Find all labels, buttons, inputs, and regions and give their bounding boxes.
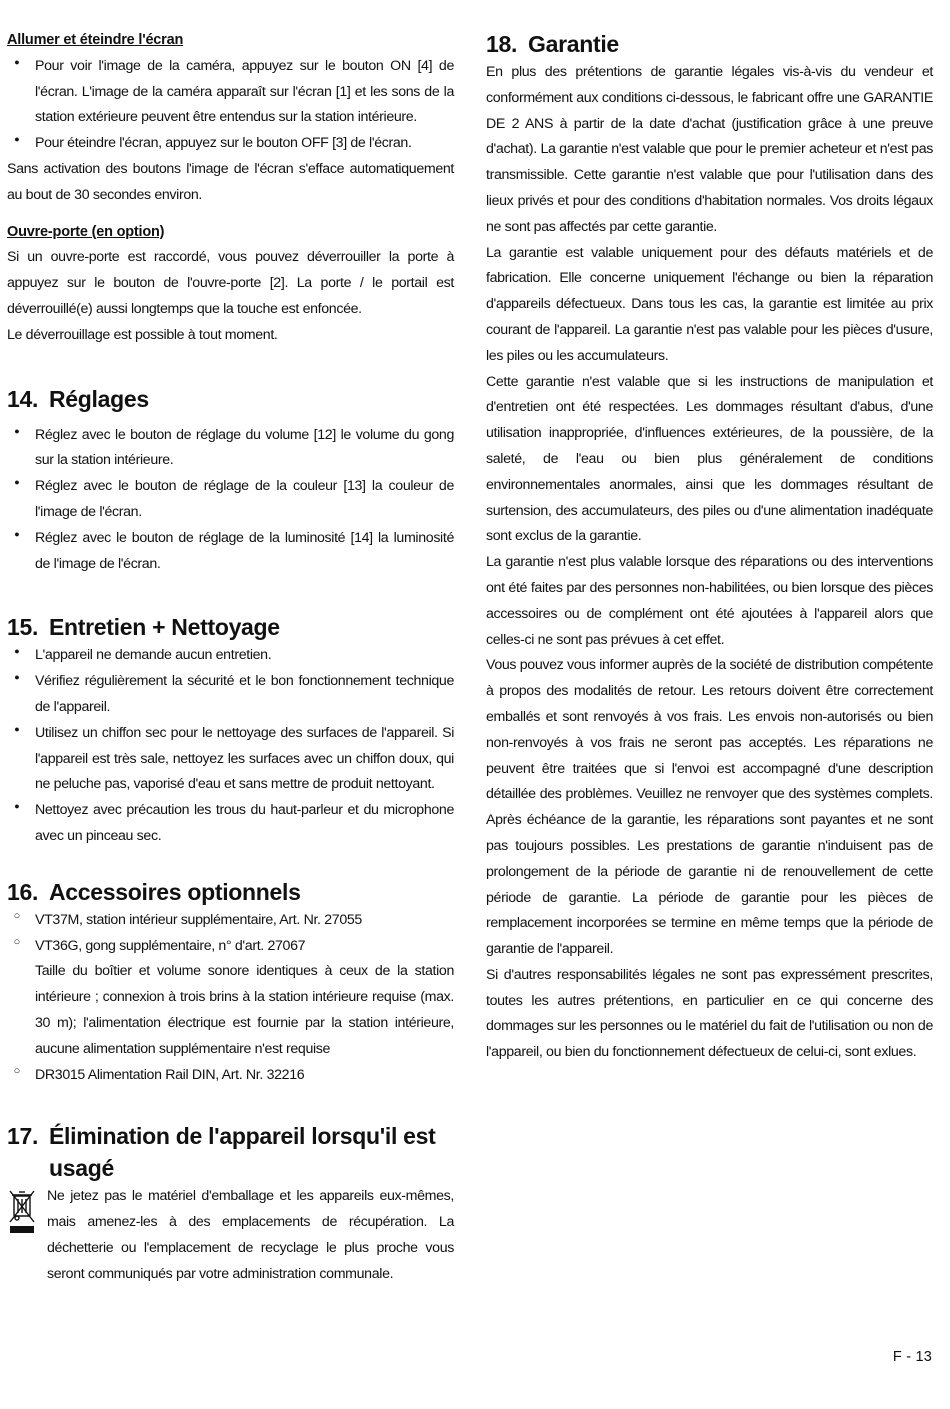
disposal-block <box>7 1184 454 1287</box>
section-number: 15. <box>7 614 39 641</box>
circle-bullet-icon <box>7 908 27 922</box>
list-item-text: DR3015 Alimentation Rail DIN, Art. Nr. 32216 <box>35 1066 305 1083</box>
section-title: Accessoires optionnels <box>49 878 301 905</box>
list-item <box>7 798 454 850</box>
circle-bullet-icon <box>7 1063 27 1077</box>
list-item-text: Nettoyez avec précaution les trous du haut-parleur et du microphone avec un pinceau sec. <box>35 802 454 844</box>
settings-bullet-list <box>7 423 454 578</box>
left-column <box>7 28 454 1287</box>
list-item-text: Pour éteindre l'écran, appuyez sur le bouton OFF [3] de l'écran. <box>35 135 412 152</box>
list-item-text: Réglez avec le bouton de réglage du volume [12] le volume du gong sur la station intérieure. <box>35 426 454 469</box>
section-number: 14. <box>7 385 39 412</box>
heading-section-14 <box>7 383 454 415</box>
list-item-text: L'appareil ne demande aucun entretien. <box>35 647 272 664</box>
door-opener-text: Si un ouvre-porte est raccordé, vous pouvez déverrouiller la porte à appuyez sur le bouton de l'ouvre-porte [2]. La porte / le portail est déverrouillé(e) aussi longtemps que la touche est enfoncée. <box>7 249 454 317</box>
section-title: Garantie <box>528 31 619 57</box>
heading-section-17 <box>7 1120 454 1184</box>
list-item <box>7 131 454 157</box>
bullet-icon <box>7 643 27 657</box>
section-title: Élimination de l'appareil lorsqu'il est usagé <box>49 1123 436 1182</box>
door-opener-note: Le déverrouillage est possible à tout moment. <box>7 326 278 343</box>
heading-section-15 <box>7 611 454 643</box>
warranty-paragraph: La garantie est valable uniquement pour des défauts matériels et de fabrication. Elle concerne uniquement l'échange ou bien la réparation d'appareils défectueux. Dans tous les cas, la garantie est limitée au prix courant de l'appareil. La garantie n'est pas valable pour les pièces d'usure, les piles ou les accumulateurs. <box>486 244 933 364</box>
subheading-door-opener: Ouvre-porte (en option) <box>7 223 165 240</box>
section-screen-onoff <box>7 28 454 209</box>
section-number: 18. <box>486 31 518 57</box>
warranty-paragraph: Vous pouvez vous informer auprès de la société de distribution compétente à propos des modalités de retour. Les retours doivent être correctement emballés et sont renvoyés à vos frais. Les envois non-autorisés ou bien non-renvoyés à vos frais ne seront pas acceptés. Les réparations ne peuvent être traitées que si l'envoi est accompagné d'une description détaillée des problèmes. Veuillez ne renvoyer que des systèmes complets. Après échéance de la garantie, les réparations sont payantes et ne sont pas toujours possibles. Les prestations de garantie n'induisent pas de prolongement de la période de garantie ni de renouvellement de cette période de garantie. La période de garantie pour les pièces de remplacement incorporées se termine en même temps que la période de garantie de l'appareil. <box>486 657 933 958</box>
section-14-settings <box>7 383 454 578</box>
bullet-icon <box>7 526 27 540</box>
section-18-warranty <box>486 28 933 1066</box>
list-item-text: Réglez avec le bouton de réglage de la couleur [13] la couleur de l'image de l'écran. <box>35 478 454 520</box>
disposal-text: Ne jetez pas le matériel d'emballage et les appareils eux-mêmes, mais amenez-les à des emplacements de récupération. La déchetterie ou l'emplacement de recyclage le plus proche vous seront communiqués par votre administration communale. <box>47 1188 454 1282</box>
section-16-accessories <box>7 876 454 1089</box>
accessories-list <box>7 908 454 1089</box>
warranty-paragraph: Si d'autres responsabilités légales ne sont pas expressément prescrites, toutes les autres prétentions, en particulier en ce qui concerne des dommages sur les personnes ou le matériel du fait de l'utilisation ou non de l'appareil, ou bien du fonctionnement défectueux de celui-ci, sont exlues. <box>486 966 933 1061</box>
subheading-screen-onoff: Allumer et éteindre l'écran <box>7 32 184 48</box>
list-item <box>7 908 454 934</box>
bullet-icon <box>7 131 27 145</box>
list-item <box>7 669 454 721</box>
bullet-icon <box>7 669 27 683</box>
list-item-text: Pour voir l'image de la caméra, appuyez sur le bouton ON [4] de l'écran. L'image de la caméra apparaît sur l'écran [1] et les sons de la station extérieure peuvent être entendus sur la station intérieure. <box>35 57 454 126</box>
bullet-icon <box>7 798 27 812</box>
section-17-disposal <box>7 1120 454 1287</box>
section-title: Entretien + Nettoyage <box>49 614 280 641</box>
list-item-text: Vérifiez régulièrement la sécurité et le bon fonctionnement technique de l'appareil. <box>35 673 454 715</box>
list-item <box>7 474 454 526</box>
section-door-opener <box>7 220 454 349</box>
list-item-text: VT37M, station intérieur supplémentaire, Art. Nr. 27055 <box>35 911 362 928</box>
circle-bullet-icon <box>7 934 27 948</box>
section-number: 17. <box>7 1123 39 1150</box>
list-item-text: VT36G, gong supplémentaire, n° d'art. 27067 <box>35 937 306 954</box>
section-15-maintenance <box>7 611 454 849</box>
warranty-paragraph: Cette garantie n'est valable que si les instructions de manipulation et d'entretien ont été respectées. Les dommages résultant d'abus, d'une utilisation inappropriée, d'influences extérieures, de la poussière, de la saleté, de l'eau ou bien plus généralement de conditions environnementales anormales, ainsi que les dommages résultant de surtension, des accumulateurs, des piles ou d'une alimentation inadéquate sont exclus de la garantie. <box>486 373 933 545</box>
screen-note: Sans activation des boutons l'image de l'écran s'efface automatiquement au bout de 30 secondes environ. <box>7 160 454 203</box>
screen-bullet-list <box>7 54 454 157</box>
right-column <box>486 28 933 1066</box>
list-item <box>7 423 454 475</box>
list-item-detail: Taille du boîtier et volume sonore identiques à ceux de la station intérieure ; connexion à trois brins à la station intérieure requise (max. 30 m); l'alimentation électrique est fournie par la station intérieure, aucune alimentation supplémentaire n'est requise <box>35 963 454 1057</box>
bullet-icon <box>7 54 27 68</box>
maintenance-bullet-list <box>7 643 454 849</box>
bullet-icon <box>7 474 27 488</box>
bullet-icon <box>7 721 27 735</box>
warranty-paragraph: En plus des prétentions de garantie légales vis-à-vis du vendeur et conformément aux conditions ci-dessous, le fabricant offre une GARANTIE DE 2 ANS à partir de la date d'achat (justification grâce à une preuve d'achat). La garantie n'est valable que pour le premier acheteur et n'est pas transmissible. Cette garantie n'est valable que pour l'utilisation dans des lieux privés et pour des conditions d'habitation normales. Vos droits légaux ne sont pas affectés par cette garantie. <box>486 64 933 235</box>
crossed-out-wheelie-bin-icon <box>7 1184 47 1248</box>
section-number: 16. <box>7 878 39 905</box>
list-item-text: Réglez avec le bouton de réglage de la luminosité [14] la luminosité de l'image de l'écran. <box>35 529 454 572</box>
list-item <box>7 54 454 131</box>
heading-section-16 <box>7 876 454 908</box>
section-title: Réglages <box>49 385 149 412</box>
warranty-paragraph: La garantie n'est plus valable lorsque des réparations ou des interventions ont été faites par des personnes non-habilitées, ou bien lorsque des pièces accessoires ou de complément ont été ajoutées à l'appareil alors que celles-ci ne sont pas prévues à cet effet. <box>486 554 933 648</box>
list-item <box>7 721 454 798</box>
bullet-icon <box>7 423 27 437</box>
list-item <box>7 1063 454 1089</box>
list-item-text: Utilisez un chiffon sec pour le nettoyage des surfaces de l'appareil. Si l'appareil est très sale, nettoyez les surfaces avec un chiffon doux, qui ne peluche pas, vaporisé d'eau et sans mettre de produit nettoyant. <box>35 724 454 793</box>
page-number: F - 13 <box>892 1349 932 1365</box>
list-item <box>7 643 454 669</box>
list-item <box>7 934 454 1063</box>
heading-section-18 <box>486 28 933 60</box>
list-item <box>7 526 454 578</box>
